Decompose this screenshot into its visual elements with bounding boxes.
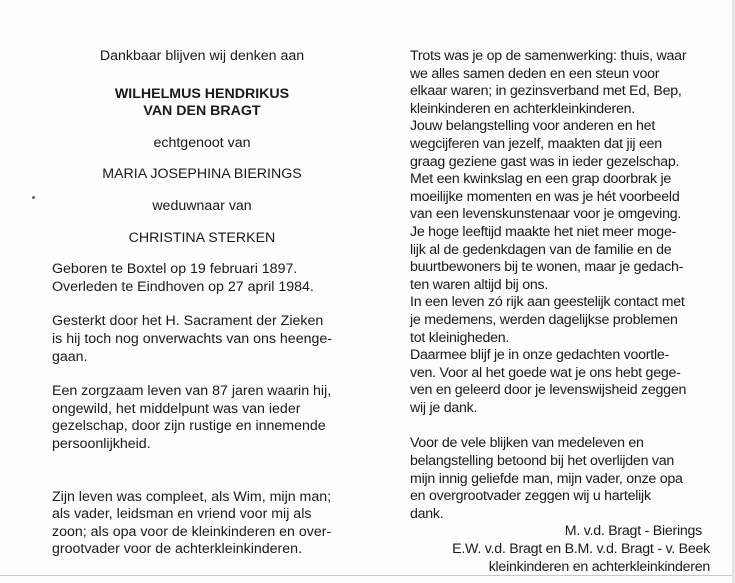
text-line: Gesterkt door het H. Sacrament der Zieken [52,313,324,330]
text-line: als vader, leidsman en vriend voor mij als [52,506,312,523]
text-line: ven en geleerd door je levenswijsheid zeggen [410,382,687,399]
sacrament-paragraph [52,313,352,366]
text-line: van een levenskunstenaar voor je omgeving. [410,206,682,223]
signature-grandchildren: kleinkinderen en achterkleinkinderen [488,558,710,575]
text-line: mijn innig geliefde man, mijn vader, onze opa [410,470,683,487]
thanks-paragraph [410,435,710,523]
text-line: elkaar waren; in gezinsverband met Ed, Bep, [410,83,682,100]
text-line: Voor de vele blijken van medeleven en [410,435,644,452]
pride-paragraph [410,48,710,118]
text-line: kleinkinderen en achterkleinkinderen. [410,100,635,117]
text-line: lijk al de gedenkdagen van de familie en de [410,241,672,258]
text-line: tot kleinigheden. [410,329,510,346]
intro-line: Dankbaar blijven wij denken aan [99,48,305,64]
text-line: graag geziene gast was in ieder gezelschap. [410,153,680,170]
spouse-label: echtgenoot van [153,134,251,151]
text-line: In een leven zó rijk aan geestelijk contact met [410,294,685,311]
text-line: Met een kwinkslag en een grap doorbrak je [410,171,672,188]
signature-widow: M. v.d. Bragt - Bierings [564,523,702,540]
text-line: wij je dank. [410,399,478,416]
text-line: ongewild, het middelpunt was van ieder [52,400,301,417]
text-line: je medemens, werden dagelijkse problemen [410,311,678,328]
text-line: persoonlijkheid. [52,435,151,452]
spiritual-paragraph [410,294,710,347]
humor-paragraph [410,171,710,224]
signature-children: E.W. v.d. Bragt en B.M. v.d. Bragt - v. Beek [452,541,710,558]
text-line: wegcijferen van jezelf, maakten dat jij een [410,135,662,152]
text-line: moeilijke momenten en was je hét voorbeeld [410,188,680,205]
text-line: is hij toch nog onverwachts van ons heenge- [52,330,332,347]
text-line: Zijn leven was compleet, als Wim, mijn man; [52,488,332,505]
memory-paragraph [410,347,710,417]
text-line: gaan. [52,348,88,365]
spouse-name: MARIA JOSEPHINA BIERINGS [102,166,302,183]
interest-paragraph [410,118,710,171]
widower-label: weduwnaar van [152,197,252,214]
text-line: belangstelling betoond bij het overlijden van [410,453,675,470]
birth-line: Geboren te Boxtel op 19 februari 1897. [52,261,298,278]
text-line: grootvader voor de achterkleinkinderen. [52,541,303,558]
age-paragraph [410,224,710,294]
text-line: gezelschap, door zijn rustige en innemende [52,418,326,435]
text-line: zoon; als opa voor de kleinkinderen en over- [52,523,332,540]
late-wife-name: CHRISTINA STERKEN [128,229,276,246]
card-fold-line [0,575,735,576]
text-line: en overgrootvader zeggen wij u hartelijk [410,488,651,505]
text-line: Je hoge leeftijd maakte het niet meer moge- [410,223,677,240]
text-line: ten waren altijd bij ons. [410,276,549,293]
text-line: we alles samen deden en een steun voor [410,65,660,82]
text-line: Jouw belangstelling voor anderen en het [410,118,656,135]
left-column [52,48,352,559]
print-speck [32,196,35,199]
death-line: Overleden te Eindhoven op 27 april 1984. [52,278,314,295]
text-line: Daarmee blijf je in onze gedachten voortle- [410,347,669,364]
deceased-name-line1: WILHELMUS HENDRIKUS [114,85,290,102]
text-line: buurtbewoners bij te wonen, maar je gedach- [410,259,684,276]
text-line: Een zorgzaam leven van 87 jaren waarin hij, [52,383,332,400]
complete-life-paragraph [52,489,352,559]
text-line: Trots was je op de samenwerking: thuis, waar [410,48,687,64]
text-line: dank. [410,505,444,522]
text-line: ven. Voor al het goede wat je ons hebt gege- [410,364,681,381]
right-column [410,48,710,576]
life-paragraph [52,383,352,453]
deceased-name-line2: VAN DEN BRAGT [143,103,261,120]
